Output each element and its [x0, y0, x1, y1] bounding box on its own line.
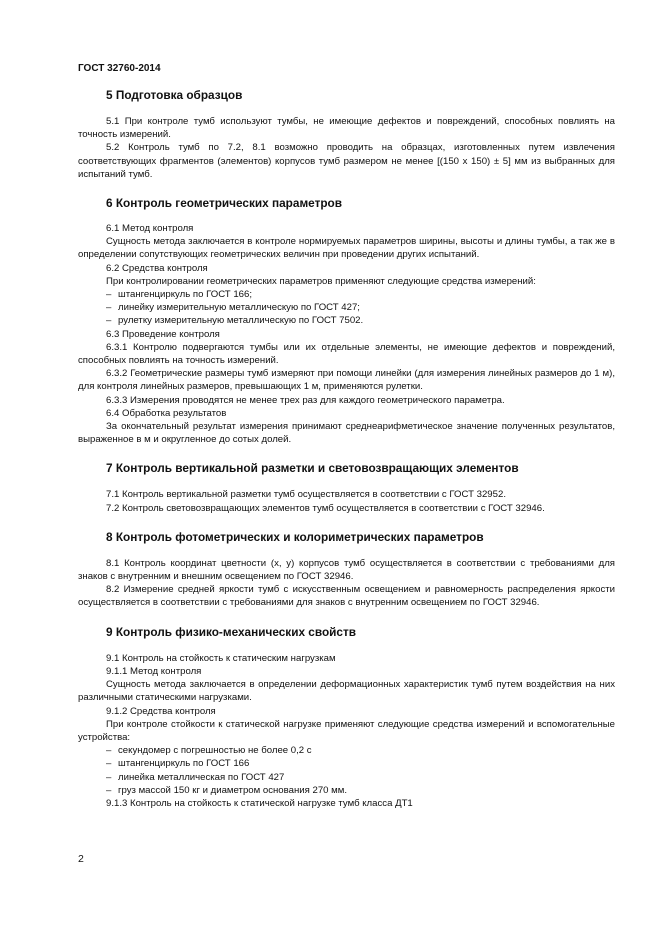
doc-code: ГОСТ 32760-2014 [78, 63, 161, 74]
paragraph: Сущность метода заключается в контроле нормируемых параметров ширины, высоты и длины тумбы, а так же в определении сопутствующих геометрических величин при проведении других испытаний. [78, 236, 615, 261]
list-item: – груз массой 150 кг и диаметром основания 270 мм. [106, 784, 348, 796]
list-item: – линейка металлическая по ГОСТ 427 [106, 771, 285, 783]
section-5 [78, 88, 615, 181]
paragraph: 8.1 Контроль координат цветности (x, y) корпусов тумб осуществляется в соответствии с требованиями для знаков с внутренним и внешним освещением по ГОСТ 32946. [78, 557, 615, 583]
dash-glyph: – [106, 771, 112, 783]
paragraph: 5.2 Контроль тумб по 7.2, 8.1 возможно проводить на образцах, изготовленных путем извлечения соответствующих фрагментов (элементов) корпусов тумб размером не менее [(150 х 150) ± 5] мм из выбранных для испытаний тумб. [78, 142, 615, 180]
paragraph: 9.1 Контроль на стойкость к статическим нагрузкам [106, 652, 336, 664]
paragraph: За окончательный результат измерения принимают среднеарифметическое значение полученных результатов, выраженное в м и округленное до сотых долей. [78, 421, 615, 446]
paragraph: При контроле стойкости к статической нагрузке применяют следующие средства измерений и вспомогательные устройства: [78, 718, 615, 743]
paragraph: 6.3.1 Контролю подвергаются тумбы или их отдельные элементы, не имеющие дефектов и повреждений, способных повлиять на точность измерений. [78, 341, 615, 367]
list-item: – штангенциркуль по ГОСТ 166; [106, 289, 253, 301]
paragraph: 6.3 Проведение контроля [106, 328, 220, 340]
list-item: – секундомер с погрешностью не более 0,2 с [106, 745, 312, 757]
dash-glyph: – [106, 784, 112, 796]
section-title: 8 Контроль фотометрических и колориметрических параметров [106, 529, 484, 544]
list-item: – линейку измерительную металлическую по ГОСТ 427; [106, 302, 360, 314]
paragraph: Сущность метода заключается в определении деформационных характеристик тумб путем воздействия на них различными статическими нагрузками. [78, 679, 615, 704]
paragraph: 5.1 При контроле тумб используют тумбы, не имеющие дефектов и повреждений, способных повлиять на точность измерений. [78, 116, 615, 141]
dash-glyph: – [106, 758, 112, 770]
section-7 [78, 461, 615, 514]
paragraph: 6.3.2 Геометрические размеры тумб измеряют при помощи линейки (для измерения линейных размеров до 1 м), для контроля линейных размеров, превышающих 1 м, применяются рулетки. [78, 368, 615, 393]
section-6 [78, 196, 615, 446]
instrument-list [78, 288, 615, 328]
list-item: – штангенциркуль по ГОСТ 166 [106, 758, 250, 770]
paragraph: 7.1 Контроль вертикальной разметки тумб осуществляется в соответствии с ГОСТ 32952. [106, 489, 506, 501]
paragraph: 6.1 Метод контроля [106, 223, 194, 235]
section-title: 5 Подготовка образцов [106, 88, 243, 102]
section-title: 7 Контроль вертикальной разметки и световозвращающих элементов [106, 461, 519, 476]
section-title: 6 Контроль геометрических параметров [106, 196, 343, 211]
dash-glyph: – [106, 289, 112, 301]
paragraph: При контролировании геометрических параметров применяют следующие средства измерений: [106, 275, 536, 287]
paragraph: 9.1.2 Средства контроля [106, 705, 216, 717]
page-number: 2 [78, 853, 84, 865]
dash-glyph: – [106, 745, 112, 757]
paragraph: 8.2 Измерение средней яркости тумб с искусственным освещением и равномерность распределения яркости осуществляется в соответствии с требованиями для знаков с внутренним освещением по ГОСТ 32946. [78, 584, 615, 609]
section-8 [78, 530, 615, 610]
section-9 [78, 625, 615, 810]
paragraph: 6.2 Средства контроля [106, 262, 208, 274]
dash-glyph: – [106, 315, 112, 327]
paragraph: 6.3.3 Измерения проводятся не менее трех раз для каждого геометрического параметра. [106, 394, 505, 406]
dash-glyph: – [106, 302, 112, 314]
instrument-list [78, 744, 615, 797]
paragraph: 6.4 Обработка результатов [106, 407, 227, 419]
page-body [78, 88, 615, 825]
paragraph: 7.2 Контроль световозвращающих элементов тумб осуществляется в соответствии с ГОСТ 32946. [106, 502, 545, 514]
list-item: – рулетку измерительную металлическую по ГОСТ 7502. [106, 315, 364, 327]
paragraph: 9.1.1 Метод контроля [106, 665, 202, 677]
section-title: 9 Контроль физико-механических свойств [106, 624, 357, 639]
paragraph: 9.1.3 Контроль на стойкость к статической нагрузке тумб класса ДТ1 [106, 797, 413, 809]
